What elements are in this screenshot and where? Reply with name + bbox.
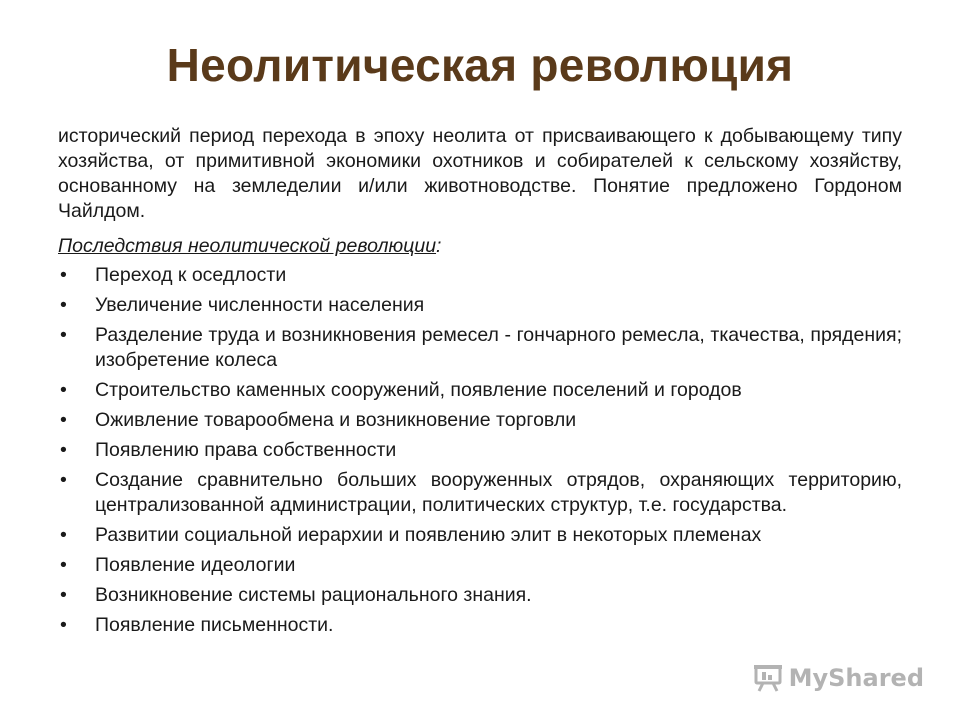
consequences-heading [58, 234, 902, 259]
bullet-icon: • [60, 439, 67, 461]
list-item-text: Появление идеологии [95, 554, 296, 576]
slide-content [58, 124, 902, 643]
list-item [58, 323, 902, 373]
list-item-text: Увеличение численности населения [95, 294, 425, 316]
bullet-icon: • [60, 614, 67, 636]
bullet-icon: • [60, 324, 67, 346]
bullet-icon: • [60, 294, 67, 316]
list-item-text: Разделение труда и возникновения ремесел - гончарного ремесла, ткачества, прядения; изобретение колеса [95, 324, 902, 371]
list-item [58, 293, 902, 318]
bullet-icon: • [60, 524, 67, 546]
list-item-text: Появлению права собственности [95, 439, 397, 461]
bullet-icon: • [60, 469, 67, 491]
list-item [58, 378, 902, 403]
bullet-icon: • [60, 264, 67, 286]
bullet-icon: • [60, 554, 67, 576]
presentation-board-icon [753, 664, 783, 692]
list-item-text: Возникновение системы рационального знания. [95, 584, 532, 606]
list-item-text: Строительство каменных сооружений, появление поселений и городов [95, 379, 742, 401]
list-item-text: Развитии социальной иерархии и появлению элит в некоторых племенах [95, 524, 762, 546]
bullet-icon: • [60, 584, 67, 606]
list-item [58, 263, 902, 288]
watermark-logo [753, 664, 924, 692]
consequences-list [58, 263, 902, 638]
list-item-text: Оживление товарообмена и возникновение торговли [95, 409, 577, 431]
list-item [58, 408, 902, 433]
slide-title: Неолитическая революция [166, 39, 794, 91]
list-item [58, 438, 902, 463]
watermark-text: MyShared [788, 664, 924, 692]
list-item-text: Появление письменности. [95, 614, 334, 636]
list-item-text: Создание сравнительно больших вооруженных отрядов, охраняющих территорию, централизованной администрации, политических структур, т.е. государства. [95, 469, 902, 516]
intro-paragraph: исторический период перехода в эпоху неолита от присваивающего к добывающему типу хозяйства, от примитивной экономики охотников и собирателей к сельскому хозяйству, основанному на земледелии и/или животноводстве. Понятие предложено Гордоном Чайлдом. [58, 125, 902, 222]
bullet-icon: • [60, 409, 67, 431]
consequences-heading-colon: : [436, 235, 442, 257]
list-item [58, 553, 902, 578]
list-item [58, 613, 902, 638]
list-item [58, 468, 902, 518]
list-item [58, 523, 902, 548]
list-item-text: Переход к оседлости [95, 264, 287, 286]
list-item [58, 583, 902, 608]
consequences-heading-text: Последствия неолитической революции [58, 235, 437, 257]
bullet-icon: • [60, 379, 67, 401]
